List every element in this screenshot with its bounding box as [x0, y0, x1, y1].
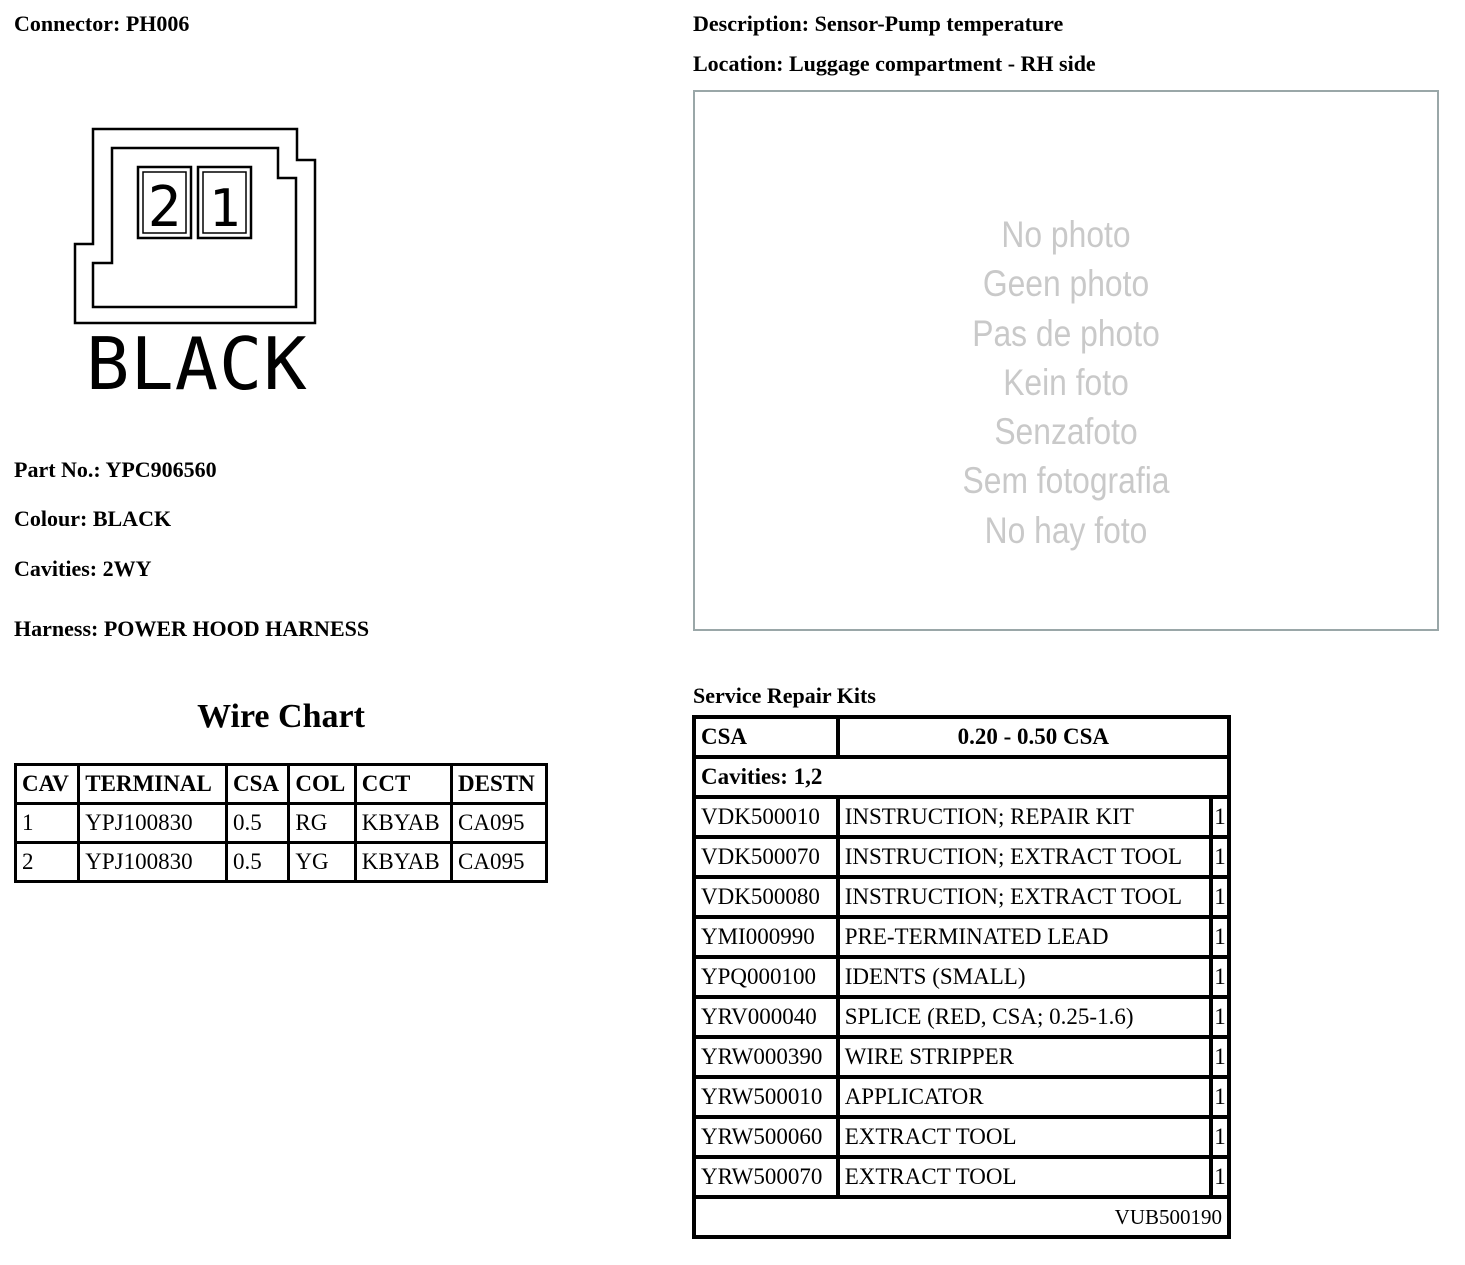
csa-row: [696, 719, 1227, 755]
kit-desc: INSTRUCTION; EXTRACT TOOL: [840, 879, 1209, 915]
wire-chart-table: [14, 763, 548, 883]
kit-qty: 1: [1213, 1079, 1227, 1115]
part-no-value: YPC906560: [105, 457, 217, 482]
kit-desc: WIRE STRIPPER: [840, 1039, 1209, 1075]
csa-label: CSA: [696, 719, 836, 755]
table-row: [696, 959, 1227, 995]
kit-qty: 1: [1213, 879, 1227, 915]
photo-placeholder-text: [747, 210, 1385, 555]
kit-desc: IDENTS (SMALL): [840, 959, 1209, 995]
cavities-row: [696, 759, 1227, 795]
kit-desc: PRE-TERMINATED LEAD: [840, 919, 1209, 955]
header-destn: DESTN: [453, 766, 545, 802]
placeholder-line: No photo: [1001, 214, 1131, 255]
cell: YG: [290, 844, 353, 880]
kit-desc: APPLICATOR: [840, 1079, 1209, 1115]
cell: KBYAB: [357, 844, 450, 880]
cell: YPJ100830: [80, 805, 225, 841]
kit-qty: 1: [1213, 799, 1227, 835]
kit-qty: 1: [1213, 999, 1227, 1035]
header-col: COL: [290, 766, 353, 802]
colour-label: Colour:: [14, 506, 88, 531]
table-header-row: [17, 766, 545, 802]
header-csa: CSA: [228, 766, 287, 802]
placeholder-line: Senzafoto: [994, 411, 1138, 453]
description-line: [693, 11, 1063, 37]
header-terminal: TERMINAL: [80, 766, 225, 802]
kit-number-row: [696, 1199, 1227, 1235]
kit-part: YMI000990: [696, 919, 836, 955]
cell: CA095: [453, 805, 545, 841]
table-row: [696, 919, 1227, 955]
kit-desc: EXTRACT TOOL: [840, 1159, 1209, 1195]
csa-value: 0.20 - 0.50 CSA: [840, 719, 1227, 755]
connector-drawing: [70, 122, 320, 328]
harness-label: Harness:: [14, 616, 99, 641]
pin-label-1: 1: [208, 179, 241, 239]
table-row: [696, 839, 1227, 875]
table-row: [696, 1119, 1227, 1155]
placeholder-line: Geen photo: [982, 263, 1150, 305]
cavities-value: 2WY: [102, 556, 152, 581]
kit-part: VDK500010: [696, 799, 836, 835]
service-repair-kits-title: Service Repair Kits: [693, 683, 876, 708]
kit-qty: 1: [1213, 1119, 1227, 1155]
kit-part: YRV000040: [696, 999, 836, 1035]
placeholder-line: Pas de photo: [972, 312, 1160, 354]
table-row: [17, 844, 545, 880]
cell: 0.5: [228, 805, 287, 841]
kit-desc: INSTRUCTION; REPAIR KIT: [840, 799, 1209, 835]
service-repair-kits-table: [692, 715, 1231, 1239]
description-label: Description:: [693, 11, 810, 36]
cavities-line: [14, 556, 151, 582]
kit-part: YRW500010: [696, 1079, 836, 1115]
kit-qty: 1: [1213, 1039, 1227, 1075]
kit-part: VDK500080: [696, 879, 836, 915]
connector-label: Connector:: [14, 11, 121, 36]
colour-line: [14, 506, 171, 532]
table-row: [696, 1079, 1227, 1115]
kit-desc: SPLICE (RED, CSA; 0.25-1.6): [840, 999, 1209, 1035]
table-row: [696, 1039, 1227, 1075]
table-row: [696, 799, 1227, 835]
part-no-line: [14, 457, 217, 483]
drawing-color-text: BLACK: [86, 322, 308, 406]
kit-part: YRW500070: [696, 1159, 836, 1195]
colour-value: BLACK: [92, 506, 172, 531]
connector-value: PH006: [125, 11, 190, 36]
wire-chart-title: Wire Chart: [197, 698, 365, 735]
harness-value: POWER HOOD HARNESS: [103, 616, 370, 641]
kit-part: YPQ000100: [696, 959, 836, 995]
location-value: Luggage compartment - RH side: [788, 51, 1096, 76]
connector-line: [14, 11, 189, 37]
kit-part: YRW500060: [696, 1119, 836, 1155]
kit-part: VDK500070: [696, 839, 836, 875]
kit-part: YRW000390: [696, 1039, 836, 1075]
cell: YPJ100830: [80, 844, 225, 880]
kit-desc: EXTRACT TOOL: [840, 1119, 1209, 1155]
cell: 1: [17, 805, 77, 841]
description-value: Sensor-Pump temperature: [814, 11, 1064, 36]
location-label: Location:: [693, 51, 784, 76]
pin-label-2: 2: [147, 175, 182, 240]
placeholder-line: Kein foto: [1003, 361, 1129, 403]
table-row: [696, 879, 1227, 915]
cell: CA095: [453, 844, 545, 880]
header-cct: CCT: [357, 766, 450, 802]
table-row: [696, 999, 1227, 1035]
photo-frame: [693, 90, 1439, 631]
placeholder-line: No hay foto: [984, 509, 1148, 551]
harness-line: [14, 616, 369, 642]
cell: RG: [290, 805, 353, 841]
kit-number: VUB500190: [696, 1199, 1227, 1235]
cavities-label: Cavities:: [14, 556, 98, 581]
cell: 0.5: [228, 844, 287, 880]
table-row: [696, 1159, 1227, 1195]
kit-cavities: Cavities: 1,2: [696, 759, 1227, 795]
placeholder-line: Sem fotografia: [962, 460, 1170, 502]
cell: KBYAB: [357, 805, 450, 841]
kit-qty: 1: [1213, 1159, 1227, 1195]
location-line: [693, 51, 1096, 77]
kit-qty: 1: [1213, 919, 1227, 955]
kit-desc: INSTRUCTION; EXTRACT TOOL: [840, 839, 1209, 875]
table-row: [17, 805, 545, 841]
header-cav: CAV: [17, 766, 77, 802]
part-no-label: Part No.:: [14, 457, 101, 482]
kit-qty: 1: [1213, 959, 1227, 995]
kit-qty: 1: [1213, 839, 1227, 875]
cell: 2: [17, 844, 77, 880]
